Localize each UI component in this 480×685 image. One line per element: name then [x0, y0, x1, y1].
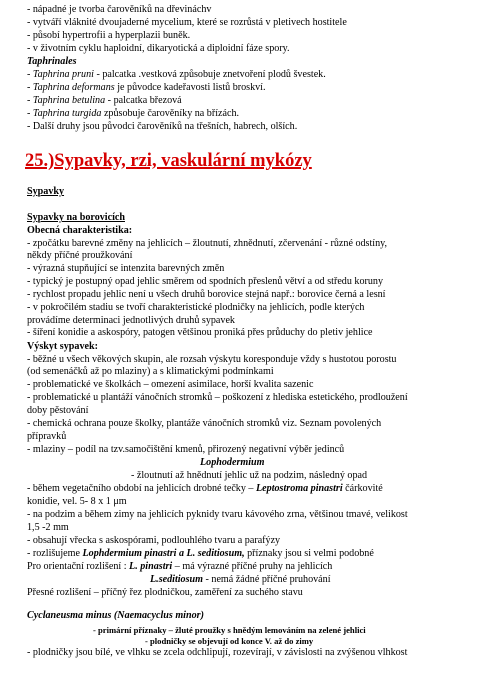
occurrence-line: - chemická ochrana pouze školky, plantáže vánočních stromků viz. Seznam povolených — [27, 418, 382, 429]
cyclaneusma-symptom: - primární příznaky – žluté proužky s hnědým lemováním na zelené jehlici — [93, 625, 366, 635]
bullet-line: - působí hypertrofii a hyperplazii buněk. — [27, 30, 191, 41]
lophodermium-line: Přesné rozlišení – příčný řez plodničkou, zaměření za suchého stavu — [27, 587, 303, 598]
species-name: L. pinastri — [129, 561, 173, 572]
taphrina-item — [27, 69, 326, 81]
occurrence-line: přípravků — [27, 431, 67, 442]
general-line: - rychlost propadu jehlic není u všech druhů borovice stejná např.: borovice černá a lesní — [27, 289, 386, 300]
general-line: - v pokročilém stadiu se tvoří charakteristické plodničky na jehlicích, podle kterých — [27, 302, 365, 313]
lophodermium-line: - na podzim a během zimy na jehlicích pyknidy tvaru kávového zrna, většinou tmavé, velikost — [27, 509, 408, 520]
cyclaneusma-line: - plodničky jsou bílé, ve vlhku se zcela odchlipují, rozevírají, v závislosti na zvýšenou vlhkost — [27, 647, 408, 658]
general-line: provádíme determinaci jednotlivých druhů sypavek — [27, 315, 235, 326]
species-name: - Taphrina betulina — [27, 95, 106, 106]
text-span: - během vegetačního období na jehlicích drobné tečky – — [27, 483, 256, 494]
bullet-line: - v životním cyklu haploidní, dikaryotická a diploidní fáze spory. — [27, 43, 290, 54]
section-title: Sypavky — [27, 186, 65, 197]
taphrina-last: - Další druhy jsou původci čarověníků na třešních, habrech, olších. — [27, 121, 298, 132]
occurrence-line: - problematické u plantáží vánočních stromků – poškození z hlediska estetického, prodloužení — [27, 392, 408, 403]
lophodermium-title: Lophodermium — [200, 457, 265, 468]
cyclaneusma-title: Cyclaneusma minus (Naemacyclus minor) — [27, 610, 204, 621]
text-span: - nemá žádné příčné pruhování — [203, 574, 331, 585]
taphrinales-title: Taphrinales — [27, 56, 77, 67]
occurrence-line: - běžné u všech věkových skupin, ale rozsah výskytu koresponduje vždy s hustotou porostu — [27, 354, 397, 365]
occurrence-line: - mlaziny – podíl na tzv.samočištění kmenů, přirozený negativní výběr jedinců — [27, 444, 345, 455]
general-line: - výrazná stupňující se intenzita barevných změn — [27, 263, 225, 274]
species-name: Lophdermium pinastri a L. seditiosum, — [82, 548, 245, 559]
species-name: - Taphrina pruni — [27, 69, 94, 80]
general-line: - typický je postupný opad jehlic směrem od spodních přeslenů větví a od středu koruny — [27, 276, 384, 287]
text-span: - rozlišujeme — [27, 548, 83, 559]
lophodermium-line: - žloutnutí až hnědnutí jehlic už na podzim, následný opad — [131, 470, 368, 481]
text-span: příznaky jsou si velmi podobné — [244, 548, 374, 559]
lophodermium-line: - obsahují vřecka s askospórami, podlouhlého tvaru a parafýzy — [27, 535, 281, 546]
species-desc: - palcatka .vestková způsobuje znetvoření plodů švestek. — [93, 69, 326, 80]
lophodermium-line — [27, 483, 383, 495]
text-span: čárkovité — [342, 483, 383, 494]
general-title: Obecná charakteristika: — [27, 225, 133, 236]
lophodermium-line: 1,5 -2 mm — [27, 522, 69, 533]
subsection-title: Sypavky na borovicích — [27, 212, 125, 223]
general-line: - zpočátku barevné změny na jehlicích – žloutnutí, zhnědnutí, zčervenání - různé odstíny, — [27, 238, 388, 249]
general-line: někdy příčné proužkování — [27, 250, 133, 261]
species-desc: způsobuje čarověníky na břízách. — [101, 108, 240, 119]
general-line: - šíření konidie a askospóry, patogen většinou proniká přes průduchy do pletiv jehlice — [27, 327, 373, 338]
lophodermium-line — [150, 574, 331, 586]
species-name: Leptostroma pinastri — [256, 483, 343, 494]
occurrence-line: doby pěstování — [27, 405, 89, 416]
cyclaneusma-symptom: - plodničky se objevují od konce V. až do zimy — [145, 636, 314, 646]
bullet-line: - vytváří vláknité dvoujaderné mycelium, které se rozrůstá v pletivech hostitele — [27, 17, 347, 28]
species-desc: - palcatka březová — [105, 95, 182, 106]
species-desc: je původce kadeřavosti listů broskví. — [114, 82, 266, 93]
species-name: L.seditiosum — [150, 574, 203, 585]
taphrina-item — [27, 95, 182, 107]
occurrence-line: - problematické ve školkách – omezení asimilace, horší kvalita sazenic — [27, 379, 314, 390]
lophodermium-line — [27, 548, 374, 560]
text-span: – má výrazné příčné pruhy na jehlicích — [172, 561, 333, 572]
occurrence-title: Výskyt sypavek: — [27, 341, 98, 352]
bullet-line: - nápadné je tvorba čarověníků na dřevináchv — [27, 4, 212, 15]
lophodermium-line — [27, 561, 332, 573]
taphrina-item — [27, 82, 266, 94]
species-name: - Taphrina deformans — [27, 82, 115, 93]
taphrina-item — [27, 108, 239, 120]
species-name: - Taphrina turgida — [27, 108, 102, 119]
text-span: Pro orientační rozlišení : — [27, 561, 130, 572]
lophodermium-line: konidie, vel. 5- 8 x 1 μm — [27, 496, 127, 507]
section-heading: 25.)Sypavky, rzi, vaskulární mykózy — [25, 151, 312, 171]
occurrence-line: (od semenáčků až po mlaziny) a s klimatickými podmínkami — [27, 366, 274, 377]
